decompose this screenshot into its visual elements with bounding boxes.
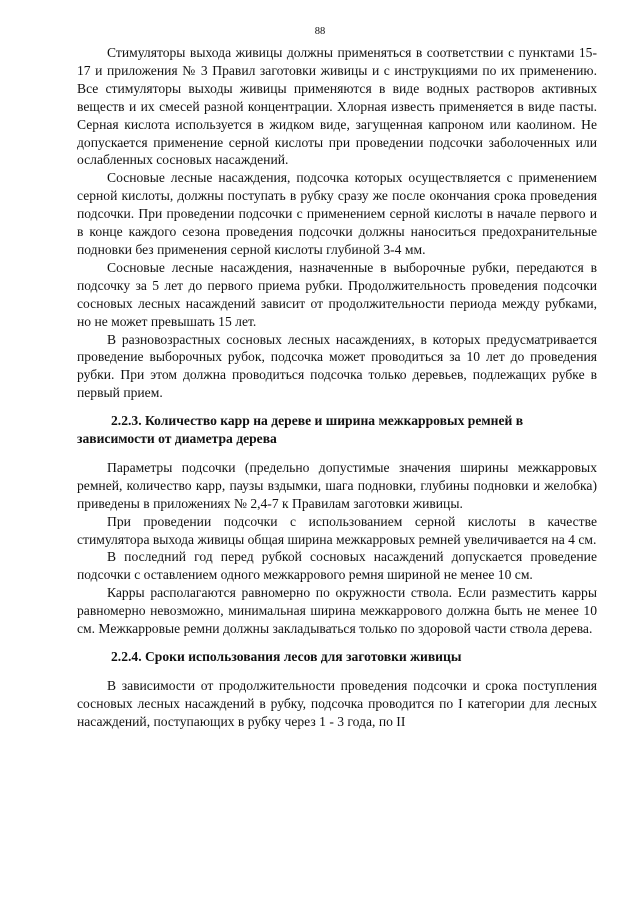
- paragraph: Сосновые лесные насаждения, назначенные в выборочные рубки, передаются в подсочку за 5 лет до первого приема рубки. Продолжительность проведения подсочки сосновых лесных насаждений зависит от продолжительности периода между рубками, но не может превышать 15 лет.: [77, 259, 597, 329]
- section-heading-2-2-4: 2.2.4. Сроки использования лесов для заготовки живицы: [111, 649, 462, 664]
- paragraph: Параметры подсочки (предельно допустимые значения ширины межкарровых ремней, количество карр, паузы вздымки, шага подновки, глубины подновки и желобка) приведены в приложениях № 2,4-7 к Правилам заготовки живицы.: [77, 459, 597, 511]
- paragraph: Карры располагаются равномерно по окружности ствола. Если разместить карры равномерно невозможно, минимальная ширина межкаррового должна быть не менее 10 см. Межкарровые ремни должны закладываться только по здоровой части ствола дерева.: [77, 585, 597, 637]
- paragraph: Стимуляторы выхода живицы должны применяться в соответствии с пунктами 15-17 и приложения № 3 Правил заготовки живицы и с инструкциями по их применению. Все стимуляторы выходы живицы применяются в виде водных растворов активных веществ и их смесей разной концентрации. Хлорная известь применяется в виде пасты. Серная кислота используется в жидком виде, загущенная капроном или каолином. Не допускается применение серной кислоты при проведении подсочки заболоченных или ослабленных сосновых насаждений.: [77, 45, 597, 168]
- page-content: [77, 44, 597, 731]
- page-number: 88: [314, 26, 326, 37]
- paragraph: В зависимости от продолжительности проведения подсочки и срока поступления сосновых лесных насаждений в рубку, подсочка проводится по I категории для лесных насаждений, поступающих в рубку через 1 - 3 года, по II: [77, 677, 597, 729]
- section-heading-2-2-3: 2.2.3. Количество карр на дереве и ширина межкарровых ремней в зависимости от диаметра дерева: [77, 413, 524, 447]
- paragraph: При проведении подсочки с использованием серной кислоты в качестве стимулятора выхода живицы общая ширина межкарровых ремней увеличивается на 4 см.: [77, 513, 597, 547]
- paragraph: В разновозрастных сосновых лесных насаждениях, в которых предусматривается проведение выборочных рубок, подсочка может проводиться за 10 лет до проведения рубки. При этом должна проводиться подсочка только деревьев, подлежащих рубке в первый прием.: [77, 331, 597, 401]
- paragraph: В последний год перед рубкой сосновых насаждений допускается проведение подсочки с оставлением одного межкаррового ремня шириной не менее 10 см.: [77, 549, 597, 583]
- paragraph: Сосновые лесные насаждения, подсочка которых осуществляется с применением серной кислоты, должны поступать в рубку сразу же после окончания срока проведения подсочки. При проведении подсочки с применением серной кислоты в начале первого и в конце каждого сезона проведения подсочки должны наноситься предохранительные подновки без применения серной кислоты глубиной 3-4 мм.: [77, 170, 597, 257]
